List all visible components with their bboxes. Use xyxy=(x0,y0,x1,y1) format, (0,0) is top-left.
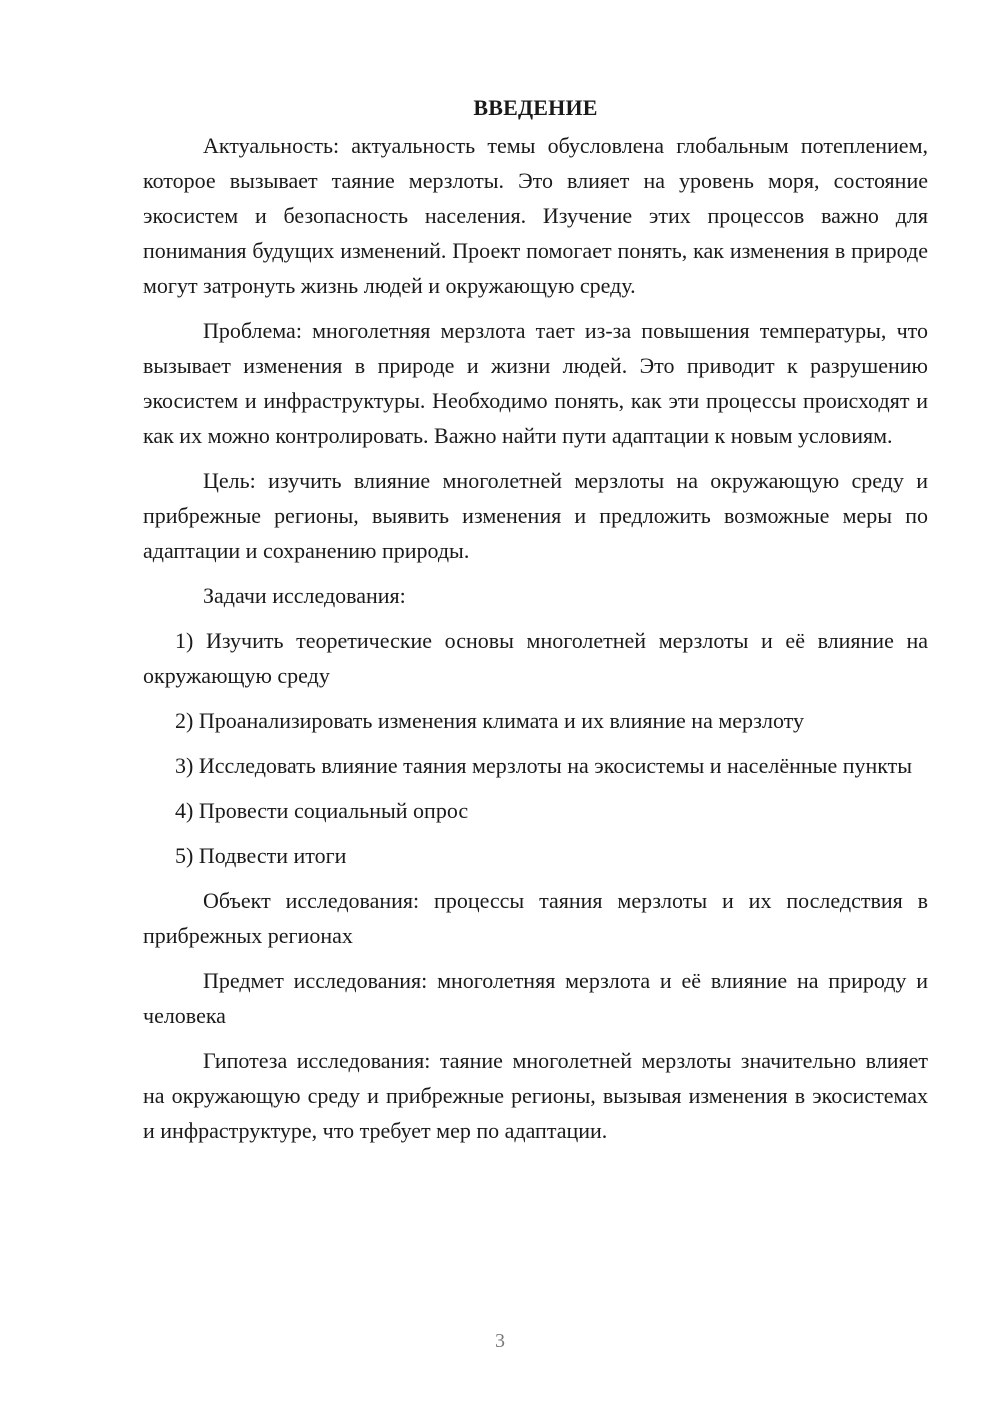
tasks-heading: Задачи исследования: xyxy=(203,583,406,608)
task-item-2: 2) Проанализировать изменения климата и их влияние на мерзлоту xyxy=(175,708,804,733)
task-item-5: 5) Подвести итоги xyxy=(175,843,347,868)
relevance-paragraph: Актуальность: актуальность темы обусловлена глобальным потеплением, которое вызывает таяние мерзлоты. Это влияет на уровень моря, состояние экосистем и безопасность населения. Изучение этих процессов важно для понимания будущих изменений. Проект помогает понять, как изменения в природе могут затронуть жизнь людей и окружающую среду. xyxy=(143,133,928,298)
page-title: ВВЕДЕНИЕ xyxy=(473,95,598,120)
task-item-4: 4) Провести социальный опрос xyxy=(175,798,469,823)
page-number: 3 xyxy=(495,1330,505,1352)
task-item-3: 3) Исследовать влияние таяния мерзлоты на экосистемы и населённые пункты xyxy=(175,753,913,778)
document-body xyxy=(143,90,928,1158)
problem-paragraph: Проблема: многолетняя мерзлота тает из-за повышения температуры, что вызывает изменения в природе и жизни людей. Это приводит к разрушению экосистем и инфраструктуры. Необходимо понять, как эти процессы происходят и как их можно контролировать. Важно найти пути адаптации к новым условиям. xyxy=(143,318,928,448)
task-item-1: 1) Изучить теоретические основы многолетней мерзлоты и её влияние на окружающую среду xyxy=(143,628,928,688)
goal-paragraph: Цель: изучить влияние многолетней мерзлоты на окружающую среду и прибрежные регионы, выявить изменения и предложить возможные меры по адаптации и сохранению природы. xyxy=(143,468,928,563)
object-paragraph: Объект исследования: процессы таяния мерзлоты и их последствия в прибрежных регионах xyxy=(143,888,928,948)
subject-paragraph: Предмет исследования: многолетняя мерзлота и её влияние на природу и человека xyxy=(143,968,928,1028)
hypothesis-paragraph: Гипотеза исследования: таяние многолетней мерзлоты значительно влияет на окружающую среду и прибрежные регионы, вызывая изменения в экосистемах и инфраструктуре, что требует мер по адаптации. xyxy=(143,1048,928,1143)
